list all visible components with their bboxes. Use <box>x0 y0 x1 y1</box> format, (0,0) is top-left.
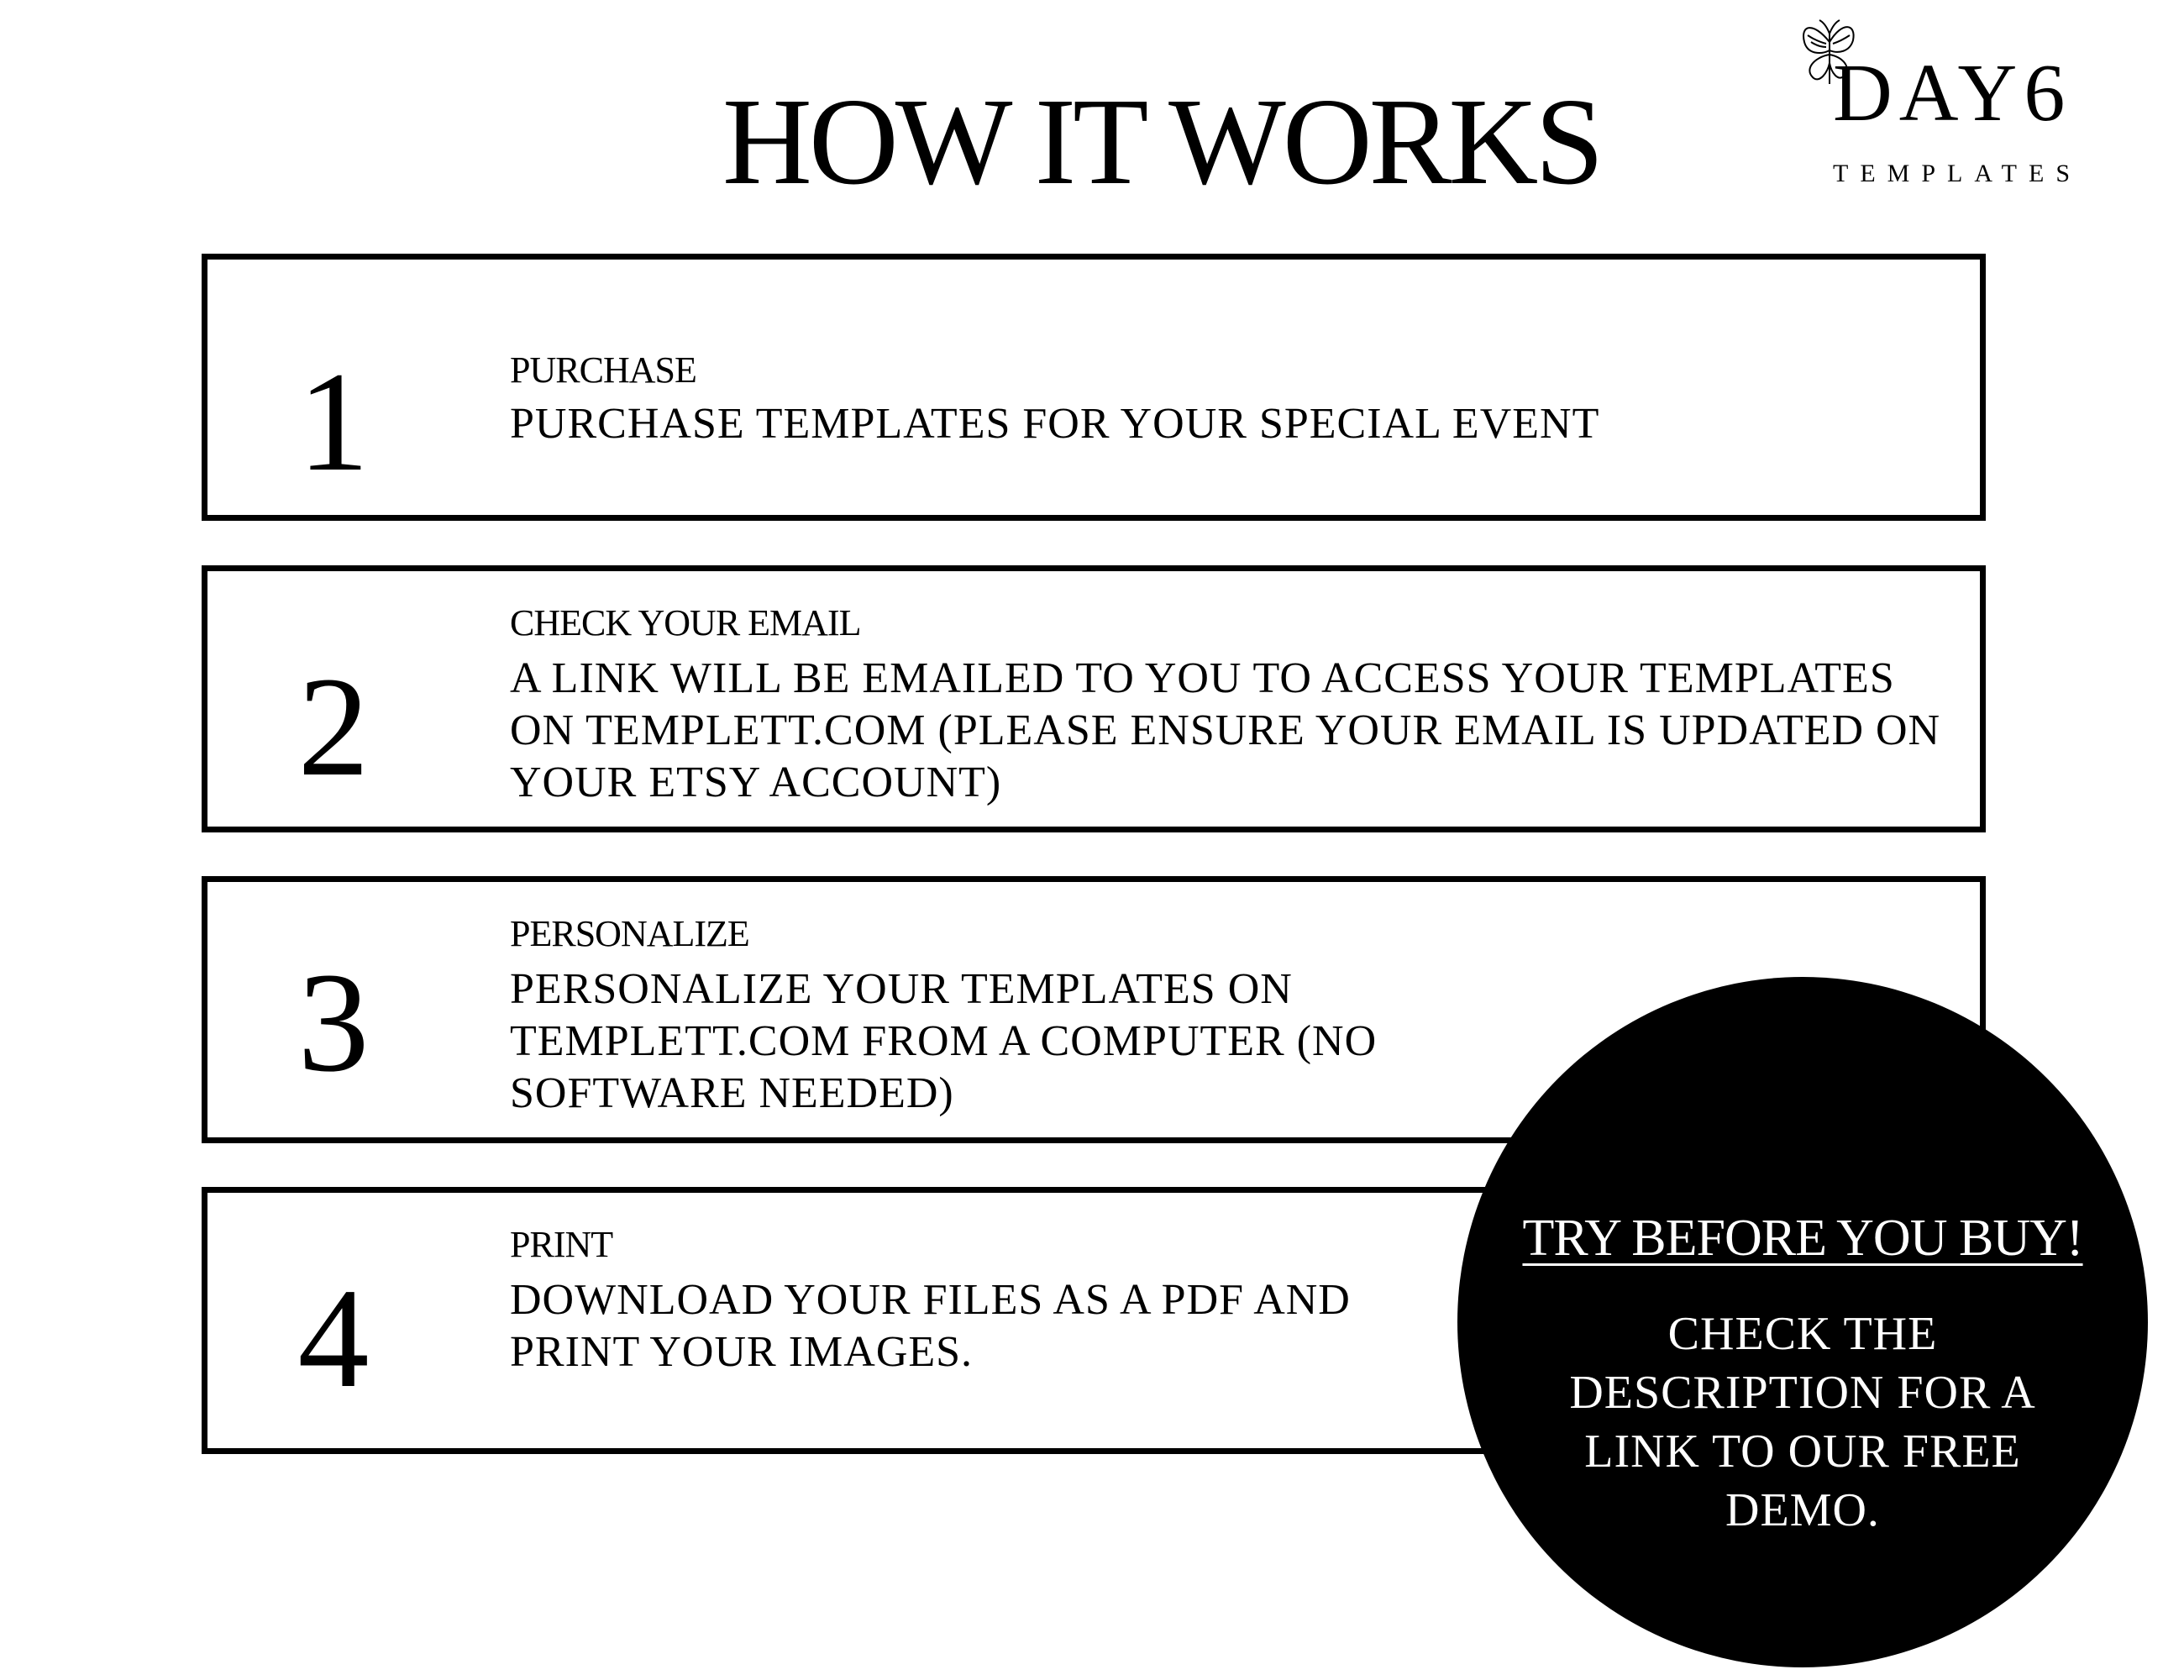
badge-cta-text: TRY BEFORE YOU BUY! <box>1522 1210 2083 1267</box>
logo-brand-text: DAY6 <box>1833 48 2072 139</box>
try-before-you-buy-badge <box>1457 977 2148 1667</box>
step-number: 3 <box>297 943 370 1101</box>
step-heading: PRINT <box>510 1224 613 1265</box>
logo-sub-text: TEMPLATES <box>1833 160 2082 187</box>
step-description: PURCHASE TEMPLATES FOR YOUR SPECIAL EVENT <box>510 400 1600 448</box>
step-heading: CHECK YOUR EMAIL <box>510 602 861 643</box>
badge-note-text: CHECK THE DESCRIPTION FOR A LINK TO OUR FREE DEMO. <box>1569 1308 2036 1536</box>
step-number: 4 <box>297 1259 370 1417</box>
page-title: HOW IT WORKS <box>722 73 1601 211</box>
step-heading: PURCHASE <box>510 349 696 391</box>
step-description: DOWNLOAD YOUR FILES AS A PDF AND PRINT YOUR IMAGES. <box>510 1276 1351 1376</box>
step-description: PERSONALIZE YOUR TEMPLATES ON TEMPLETT.COM FROM A COMPUTER (NO SOFTWARE NEEDED) <box>510 965 1378 1117</box>
step-number: 1 <box>297 343 370 501</box>
step-card-2 <box>202 565 1986 832</box>
step-card-1 <box>202 254 1986 521</box>
day6-templates-logo <box>1781 17 2083 193</box>
step-number: 2 <box>297 648 370 806</box>
step-description: A LINK WILL BE EMAILED TO YOU TO ACCESS YOUR TEMPLATES ON TEMPLETT.COM (PLEASE ENSURE YOUR EMAIL IS UPDATED ON YOUR ETSY ACCOUNT) <box>510 654 1941 806</box>
step-heading: PERSONALIZE <box>510 913 749 954</box>
